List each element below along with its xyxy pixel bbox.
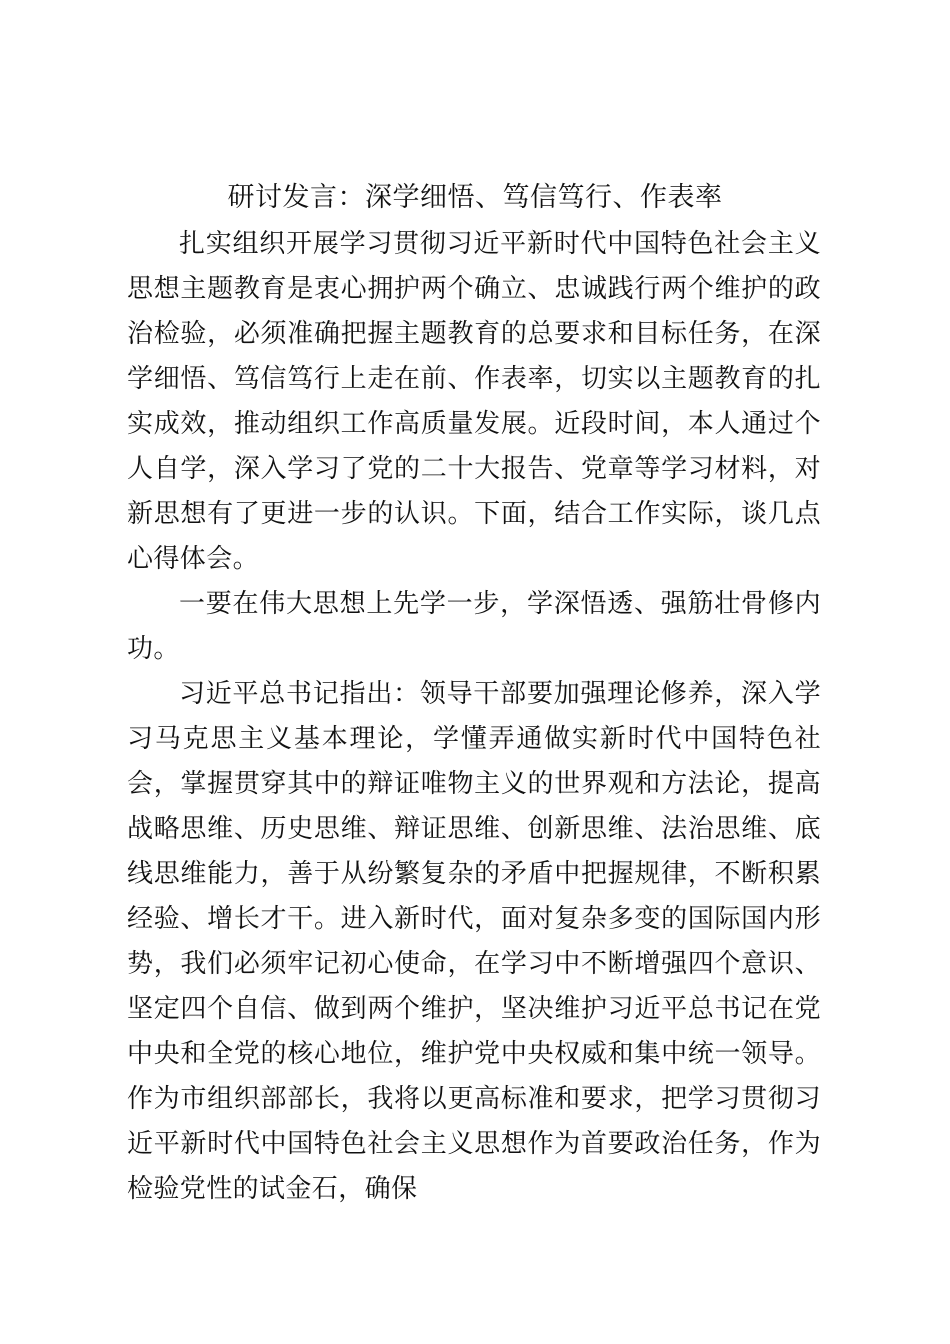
paragraph-intro: 扎实组织开展学习贯彻习近平新时代中国特色社会主义思想主题教育是衷心拥护两个确立、忠诚践行两个维护的政治检验，必须准确把握主题教育的总要求和目标任务，在深学细悟、笃信笃行上走在前、作表率，切实以主题教育的扎实成效，推动组织工作高质量发展。近段时间，本人通过个人自学，深入学习了党的二十大报告、党章等学习材料，对新思想有了更进一步的认识。下面，结合工作实际，谈几点心得体会。	[127, 229, 821, 574]
document-body	[127, 222, 821, 1212]
paragraph-section-heading: 一要在伟大思想上先学一步，学深悟透、强筋壮骨修内功。	[127, 589, 821, 664]
paragraph-body: 习近平总书记指出：领导干部要加强理论修养，深入学习马克思主义基本理论，学懂弄通做实新时代中国特色社会，掌握贯穿其中的辩证唯物主义的世界观和方法论，提高战略思维、历史思维、辩证思维、创新思维、法治思维、底线思维能力，善于从纷繁复杂的矛盾中把握规律，不断积累经验、增长才干。进入新时代，面对复杂多变的国际国内形势，我们必须牢记初心使命，在学习中不断增强四个意识、坚定四个自信、做到两个维护，坚决维护习近平总书记在党中央和全党的核心地位，维护党中央权威和集中统一领导。作为市组织部部长，我将以更高标准和要求，把学习贯彻习近平新时代中国特色社会主义思想作为首要政治任务，作为检验党性的试金石，确保	[127, 679, 821, 1204]
document-title: 研讨发言：深学细悟、笃信笃行、作表率	[227, 182, 723, 213]
